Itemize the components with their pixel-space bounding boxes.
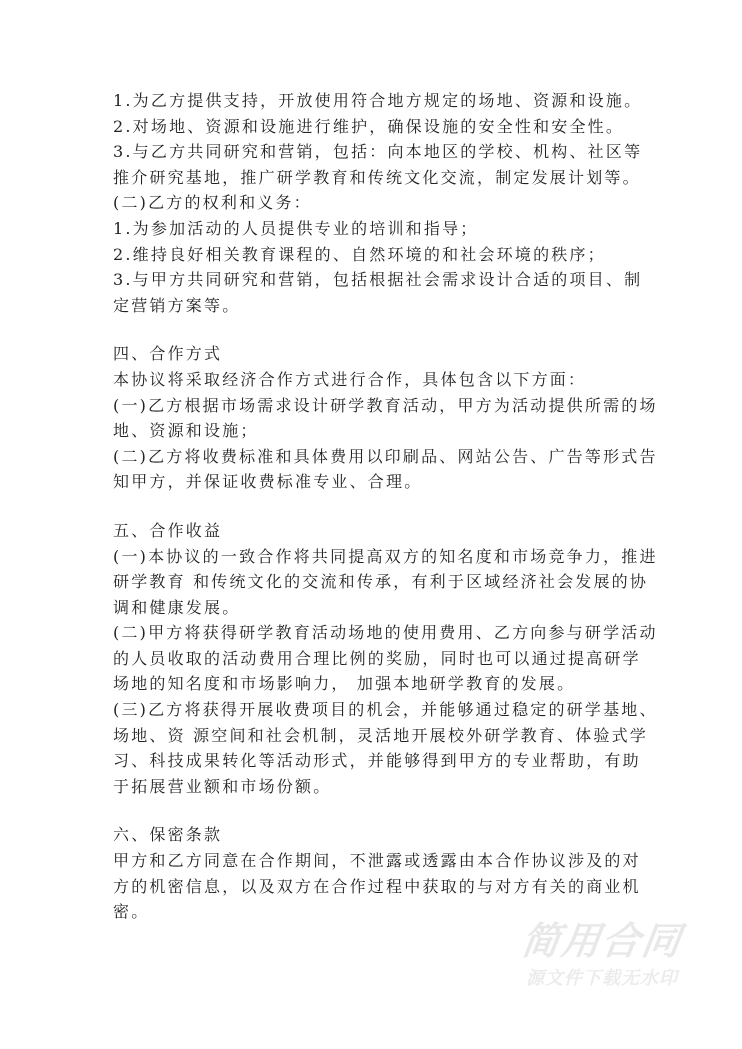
section-cooperation-benefits (113, 518, 658, 800)
spacer (113, 799, 653, 822)
text-line: 知甲方，并保证收费标准专业、合理。 (113, 472, 423, 492)
text-line: 1.为乙方提供支持，开放使用符合地方规定的场地、资源和设施。 (113, 91, 643, 110)
text-line: 2.维持良好相关教育课程的、自然环境的和社会环境的秩序； (113, 244, 606, 264)
section-confidentiality (113, 822, 653, 924)
text-line: 2.对场地、资源和设施进行维护，确保设施的安全性和安全性。 (113, 116, 625, 136)
text-line: 本协议将采取经济合作方式进行合作，具体包含以下方面： (113, 369, 587, 389)
subsection-heading: (二)乙方的权利和义务： (113, 193, 312, 213)
text-line: 3.与乙方共同研究和营销，包括：向本地区的学校、机构、社区等 (113, 142, 643, 162)
section-cooperation-method (113, 341, 658, 495)
text-line: (三)乙方将获得开展收费项目的机会，并能够通过稳定的研学基地、 (113, 700, 658, 720)
text-line: 定营销方案等。 (113, 295, 241, 315)
text-line: 地、资源和设施； (113, 421, 259, 441)
text-line: 场地、资 源空间和社会机制，灵活地开展校外研学教育、体验式学 (113, 725, 649, 745)
section-heading: 五、合作收益 (113, 520, 223, 540)
text-line: 推介研究基地，推广研学教育和传统文化交流，制定发展计划等。 (113, 167, 641, 187)
section-heading: 四、合作方式 (113, 344, 223, 364)
text-line: 习、科技成果转化等活动形式，并能够得到甲方的专业帮助，有助 (113, 751, 641, 771)
text-line: 甲方和乙方同意在合作期间，不泄露或透露由本合作协议涉及的对 (113, 851, 641, 871)
text-line: 1.为参加活动的人员提供专业的培训和指导； (113, 218, 479, 238)
text-line: (一)本协议的一致合作将共同提高双方的知名度和市场竞争力，推进 (113, 546, 658, 566)
watermark (512, 918, 692, 992)
watermark-logo-text: 简用合同 (518, 919, 686, 963)
text-line: 研学教育 和传统文化的交流和传承，有利于区域经济社会发展的协 (113, 572, 649, 592)
text-line: 方的机密信息，以及双方在合作过程中获取的与对方有关的商业机 (113, 876, 641, 896)
text-line: 调和健康发展。 (113, 597, 241, 617)
spacer (113, 495, 653, 518)
document-page (113, 88, 658, 925)
text-line: 3.与甲方共同研究和营销，包括根据社会需求设计合适的项目、制 (113, 270, 643, 290)
text-line: (二)甲方将获得研学教育活动场地的使用费用、乙方向参与研学活动 (113, 623, 658, 643)
text-line: 密。 (113, 902, 150, 922)
text-line: 的人员收取的活动费用合理比例的奖励，同时也可以通过提高研学 (113, 648, 641, 668)
text-line: (一)乙方根据市场需求设计研学教育活动，甲方为活动提供所需的场 (113, 395, 658, 415)
text-line: 场地的知名度和市场影响力， 加强本地研学教育的发展。 (113, 674, 576, 694)
section-heading: 六、保密条款 (113, 825, 223, 845)
text-line: 于拓展营业额和市场份额。 (113, 776, 332, 796)
section-party-obligations (113, 88, 653, 318)
spacer (113, 318, 653, 341)
text-line: (二)乙方将收费标准和具体费用以印刷品、网站公告、广告等形式告 (113, 446, 658, 466)
watermark-subtitle: 源文件下载无水印 (526, 968, 678, 989)
